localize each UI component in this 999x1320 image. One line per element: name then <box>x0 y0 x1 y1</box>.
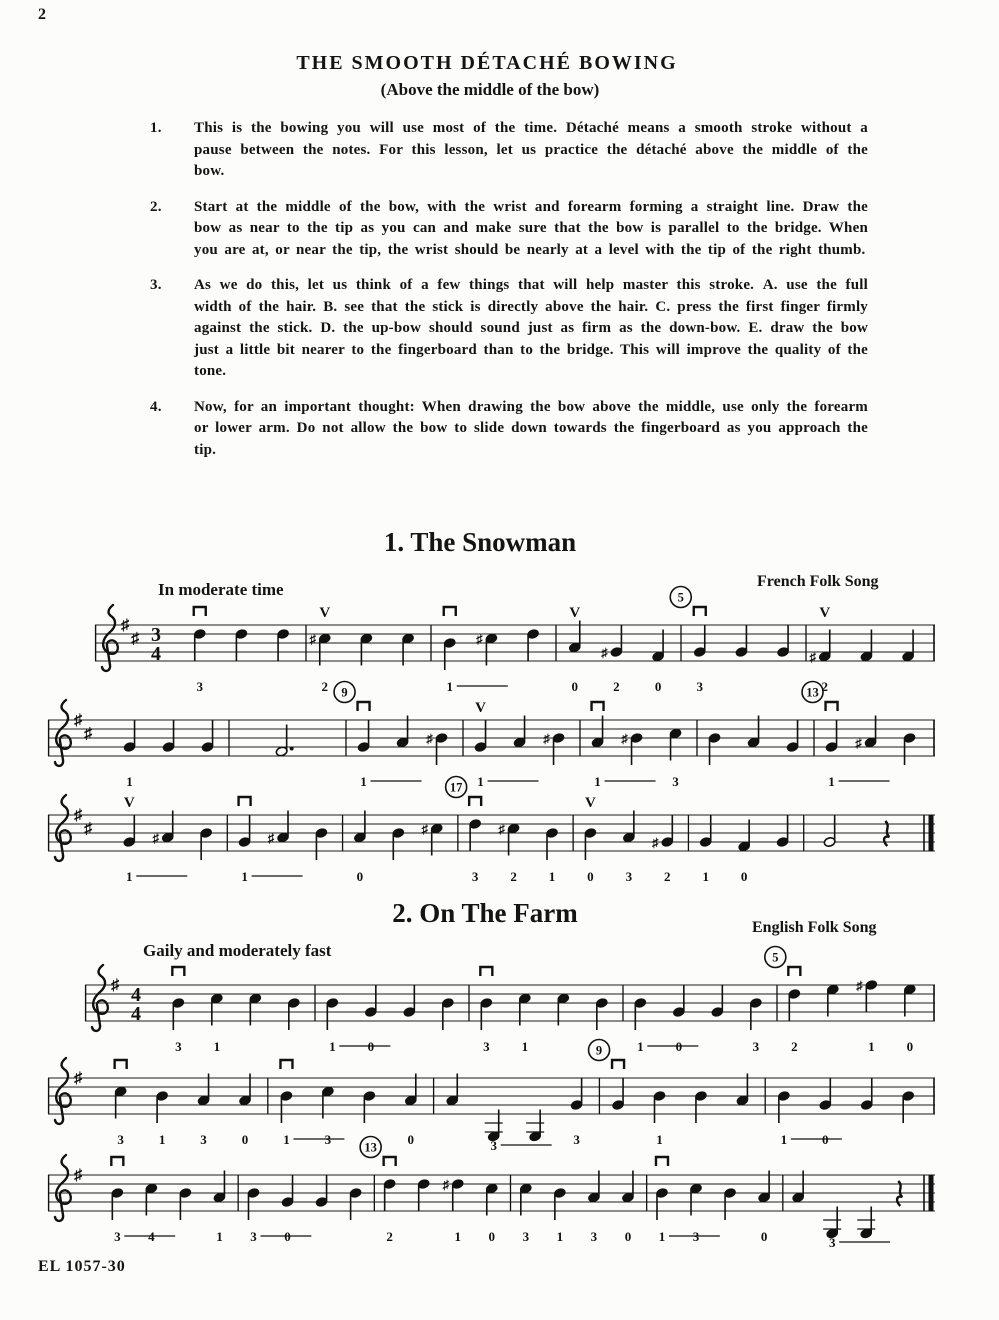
note <box>111 1188 124 1220</box>
song2-title: 2. On The Farm <box>392 898 578 928</box>
note <box>553 1188 566 1220</box>
instruction-number: 4. <box>150 398 162 415</box>
measure-number-circle <box>334 682 355 703</box>
instruction-number: 1. <box>150 120 162 136</box>
sharp-accidental-icon: ♯ <box>498 821 505 837</box>
note <box>357 720 370 752</box>
down-bow-icon <box>115 1060 127 1069</box>
note <box>123 815 136 847</box>
finger-number: 0 <box>675 1039 683 1054</box>
instruction-text: Now, for an important thought: When drawing the bow above the middle, use only the forearm or lower arm. Do not allow the bow to slide down towards the fingerboard as you approach the tip. <box>194 398 868 458</box>
note <box>777 1091 790 1123</box>
note <box>584 828 597 860</box>
measure-number-circle <box>589 1040 610 1061</box>
note <box>383 1179 396 1211</box>
note <box>527 629 540 661</box>
note <box>546 828 559 860</box>
note <box>326 998 339 1030</box>
note <box>749 998 762 1030</box>
finger-number: 1 <box>241 869 248 884</box>
note <box>570 1078 583 1110</box>
time-signature: 3 <box>151 624 161 646</box>
note <box>156 1091 169 1123</box>
finger-number: 3 <box>625 869 633 884</box>
note <box>777 625 790 657</box>
catalog-number: EL 1057-30 <box>38 1258 126 1275</box>
note <box>612 1078 625 1110</box>
finger-number: 0 <box>906 1039 914 1054</box>
note <box>735 625 748 657</box>
key-signature-sharp-icon: ♯ <box>111 977 119 994</box>
sharp-accidental-icon: ♯ <box>855 735 862 751</box>
note <box>172 998 185 1030</box>
note <box>854 716 877 751</box>
note <box>315 1175 328 1207</box>
note <box>819 1078 832 1110</box>
note <box>724 1188 737 1220</box>
down-bow-icon <box>826 702 838 711</box>
sharp-accidental-icon: ♯ <box>652 835 659 850</box>
finger-number: 1 <box>828 774 835 789</box>
note <box>349 1188 362 1220</box>
note <box>708 733 721 765</box>
note <box>823 815 836 847</box>
down-bow-icon <box>384 1157 396 1166</box>
time-signature: 4 <box>131 1003 141 1025</box>
note <box>620 731 643 765</box>
note <box>776 815 789 847</box>
note <box>392 828 405 860</box>
finger-number: 3 <box>175 1039 182 1054</box>
note <box>201 720 214 752</box>
note <box>474 720 487 752</box>
sharp-accidental-icon: ♯ <box>543 731 550 746</box>
finger-number: 0 <box>624 1229 632 1244</box>
sharp-accidental-icon: ♯ <box>621 731 628 746</box>
finger-number: 0 <box>571 679 578 694</box>
down-bow-icon <box>480 967 492 976</box>
note <box>497 822 520 856</box>
note <box>277 629 290 661</box>
note <box>469 819 482 851</box>
note <box>693 625 706 657</box>
measure-number-circle <box>670 587 691 608</box>
measure-number: 5 <box>677 590 684 605</box>
up-bow-icon: V <box>475 700 486 716</box>
note <box>656 1188 669 1220</box>
note <box>634 998 647 1030</box>
down-bow-icon <box>194 607 206 616</box>
finger-number: 3 <box>490 1138 497 1153</box>
note <box>403 985 416 1017</box>
finger-number: 0 <box>822 1132 829 1147</box>
time-signature: 4 <box>151 643 161 665</box>
up-bow-icon: V <box>819 605 831 621</box>
finger-number: 0 <box>488 1229 496 1244</box>
finger-number: 1 <box>158 1132 166 1147</box>
song2-tempo: Gaily and moderately fast <box>143 941 332 960</box>
sharp-accidental-icon: ♯ <box>267 830 275 846</box>
finger-number: 3 <box>250 1229 257 1244</box>
finger-number: 1 <box>126 774 133 789</box>
sharp-accidental-icon: ♯ <box>809 649 816 665</box>
key-signature-sharp-icon: ♯ <box>74 712 82 729</box>
finger-number: 3 <box>324 1132 332 1147</box>
note <box>287 998 300 1030</box>
down-bow-icon <box>280 1060 292 1069</box>
note <box>903 733 916 765</box>
note <box>653 1091 666 1123</box>
sharp-accidental-icon: ♯ <box>152 830 159 846</box>
note <box>425 731 448 765</box>
measure-number: 9 <box>595 1043 603 1058</box>
up-bow-icon: V <box>319 605 331 621</box>
note <box>441 1177 464 1211</box>
sharp-accidental-icon: ♯ <box>601 645 608 660</box>
finger-number: 3 <box>196 679 203 694</box>
down-bow-icon <box>656 1157 668 1166</box>
note <box>315 828 328 860</box>
finger-number: 1 <box>780 1132 788 1147</box>
up-bow-icon: V <box>569 605 581 621</box>
note <box>711 985 724 1017</box>
finger-number: 2 <box>664 869 671 884</box>
finger-number: 2 <box>791 1039 798 1054</box>
sharp-accidental-icon: ♯ <box>426 731 433 746</box>
note <box>162 720 175 752</box>
note <box>480 998 493 1030</box>
measure-number: 9 <box>341 685 348 700</box>
key-signature-sharp-icon: ♯ <box>74 1167 82 1184</box>
finger-number: 1 <box>283 1132 290 1147</box>
finger-number: 3 <box>692 1229 700 1244</box>
instruction-text: As we do this, let us think of a few things that will help master this stroke. A. use the full width of the hair. B. see that the stick is directly above the hair. C. press the first finger firmly against the stick. D. the up-bow should sound just as firm as the down-bow. E. draw the bow just a little bit nearer to the fingerboard than to the bridge. This will improve the quality of the tone. <box>194 277 869 379</box>
instruction-number: 3. <box>150 277 162 293</box>
instruction-text: Start at the middle of the bow, with the wrist and forearm forming a straight line. Draw the bow as near to the tip as you can and make sure that the bow is parallel to the bridge. When you are at, or near the tip, the wrist should be nearly at a level with the tip of the right thumb. <box>194 198 868 258</box>
down-bow-icon <box>612 1060 624 1069</box>
finger-number: 3 <box>672 774 679 789</box>
note <box>179 1188 192 1220</box>
finger-number: 1 <box>360 774 367 789</box>
finger-number: 0 <box>587 869 594 884</box>
finger-number: 1 <box>521 1039 529 1054</box>
finger-number: 2 <box>613 679 620 694</box>
key-signature-sharp-icon: ♯ <box>121 617 129 634</box>
measure-number: 17 <box>449 780 463 795</box>
page-title: THE SMOOTH DÉTACHÉ BOWING <box>296 52 678 74</box>
key-signature-sharp-icon: ♯ <box>74 807 82 824</box>
instruction-item-2 <box>150 197 868 262</box>
note <box>699 815 712 847</box>
measure-number: 13 <box>806 685 819 700</box>
finger-number: 3 <box>117 1132 124 1147</box>
finger-number: 3 <box>752 1039 760 1054</box>
down-bow-icon <box>358 702 370 711</box>
finger-number: 1 <box>594 774 601 789</box>
down-bow-icon <box>694 607 706 616</box>
finger-number: 0 <box>407 1132 415 1147</box>
finger-number: 0 <box>356 869 364 884</box>
note <box>123 720 136 752</box>
finger-number: 0 <box>654 679 662 694</box>
note <box>855 978 878 1012</box>
finger-number: 3 <box>522 1229 530 1244</box>
sharp-accidental-icon: ♯ <box>442 1177 449 1192</box>
note <box>280 1091 293 1123</box>
song1-attribution: French Folk Song <box>757 573 879 590</box>
down-bow-icon <box>469 797 481 806</box>
finger-number: 3 <box>483 1039 490 1054</box>
key-signature-sharp-icon: ♯ <box>84 820 92 838</box>
instruction-item-1 <box>150 118 868 183</box>
finger-number: 0 <box>740 869 748 884</box>
note <box>695 1091 708 1123</box>
finger-number: 3 <box>696 679 703 694</box>
page-subtitle: (Above the middle of the bow) <box>380 80 600 99</box>
finger-number: 1 <box>637 1039 644 1054</box>
instruction-list <box>150 118 868 475</box>
note <box>788 989 801 1021</box>
note <box>475 632 498 666</box>
sharp-accidental-icon: ♯ <box>421 821 428 837</box>
finger-number: 1 <box>477 774 484 789</box>
instruction-text: This is the bowing you will use most of the time. Détaché means a smooth stroke without a pause between the notes. For this lesson, let us practice the détaché above the middle of the bow. <box>194 120 868 179</box>
down-bow-icon <box>592 702 604 711</box>
page-number: 2 <box>38 6 46 23</box>
finger-number: 1 <box>446 679 453 694</box>
note <box>364 985 377 1017</box>
sharp-accidental-icon: ♯ <box>476 631 483 647</box>
finger-number: 2 <box>821 679 828 694</box>
music-system-3 <box>48 775 935 893</box>
song1-title: 1. The Snowman <box>383 527 577 557</box>
note <box>441 998 454 1030</box>
finger-number: 1 <box>556 1229 564 1244</box>
music-system-6 <box>48 1135 935 1253</box>
finger-number: 1 <box>454 1229 461 1244</box>
measure-number: 5 <box>772 950 779 965</box>
finger-number: 0 <box>367 1039 375 1054</box>
note <box>443 638 456 670</box>
measure-number-circle <box>802 682 823 703</box>
finger-number: 1 <box>216 1229 223 1244</box>
note <box>235 629 248 661</box>
finger-number: 1 <box>702 869 709 884</box>
finger-number: 3 <box>471 869 479 884</box>
note <box>151 811 174 846</box>
note <box>860 1078 873 1110</box>
finger-number: 1 <box>213 1039 221 1054</box>
measure-number: 13 <box>364 1140 377 1155</box>
note <box>672 985 685 1017</box>
finger-number: 3 <box>114 1229 121 1244</box>
measure-number-circle <box>765 947 786 968</box>
up-bow-icon: V <box>123 795 135 811</box>
down-bow-icon <box>788 967 800 976</box>
song1-tempo: In moderate time <box>158 580 284 599</box>
key-signature-sharp-icon: ♯ <box>74 1070 82 1087</box>
note <box>247 1188 260 1220</box>
sharp-accidental-icon: ♯ <box>856 978 863 993</box>
instruction-number: 2. <box>150 198 162 215</box>
finger-number: 0 <box>241 1132 249 1147</box>
note <box>363 1091 376 1123</box>
finger-number: 1 <box>656 1132 663 1147</box>
key-signature-sharp-icon: ♯ <box>131 630 139 648</box>
note <box>193 629 206 661</box>
up-bow-icon: V <box>585 795 596 811</box>
finger-number: 1 <box>548 869 556 884</box>
note <box>542 731 565 765</box>
note <box>309 632 332 666</box>
finger-number: 2 <box>510 869 517 884</box>
finger-number: 4 <box>148 1229 155 1244</box>
note <box>281 1175 294 1207</box>
note <box>200 828 213 860</box>
finger-number: 2 <box>386 1229 393 1244</box>
note <box>786 720 799 752</box>
note <box>267 811 290 846</box>
note <box>420 822 443 856</box>
finger-number: 3 <box>590 1229 598 1244</box>
note <box>825 720 838 752</box>
note <box>809 630 832 665</box>
note <box>902 1091 915 1123</box>
instruction-item-3 <box>150 275 868 383</box>
key-signature-sharp-icon: ♯ <box>84 725 92 743</box>
measure-number-circle <box>446 777 467 798</box>
finger-number: 0 <box>760 1229 768 1244</box>
finger-number: 0 <box>284 1229 291 1244</box>
finger-number: 1 <box>126 869 133 884</box>
down-bow-icon <box>172 967 184 976</box>
note <box>238 815 251 847</box>
sharp-accidental-icon: ♯ <box>309 631 316 647</box>
down-bow-icon <box>444 607 456 616</box>
finger-number: 2 <box>321 679 328 694</box>
note <box>595 998 608 1030</box>
note <box>417 1179 430 1211</box>
down-bow-icon <box>239 797 251 806</box>
measure-number-circle <box>360 1137 381 1158</box>
down-bow-icon <box>111 1157 123 1166</box>
finger-number: 1 <box>868 1039 875 1054</box>
finger-number: 1 <box>658 1229 666 1244</box>
finger-number: 1 <box>329 1039 336 1054</box>
finger-number: 3 <box>200 1132 207 1147</box>
song2-attribution: English Folk Song <box>752 919 877 936</box>
instruction-item-4 <box>150 397 868 462</box>
finger-number: 3 <box>573 1132 580 1147</box>
finger-number: 3 <box>828 1235 836 1250</box>
time-signature: 4 <box>131 984 141 1006</box>
